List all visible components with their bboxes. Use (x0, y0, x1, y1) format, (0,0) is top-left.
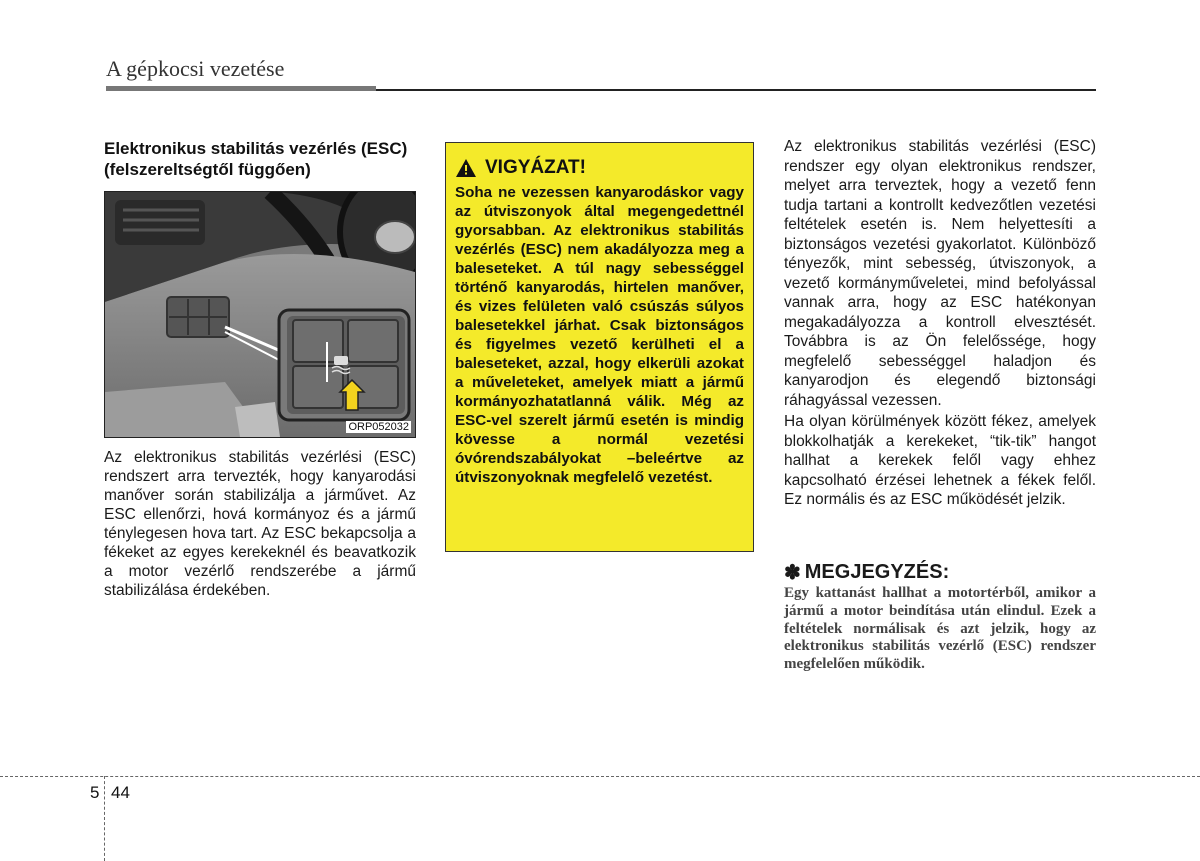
page-header-title: A gépkocsi vezetése (106, 56, 285, 81)
esc-button-figure (104, 191, 416, 438)
note-text: Egy kattanást hallhat a motortérből, amikor a jármű a motor beindítása után elindul. Ezek a feltételek normálisak és azt jelzik, hogy az elektronikus stabilitás vezérlő (ESC) rendszer megfelelően működik. (784, 585, 1096, 673)
esc-description-text: Az elektronikus stabilitás vezérlési (ESC) rendszert arra tervezték, hogy kanyarodási manőver során stabilizálja a járművet. Az ESC ellenőrzi, hová kormányoz és a jármű ténylegesen hova tart. Az ESC bekapcsolja a fékeket az egyes kerekeknél és beavatkozik a motor vezérlő rendszerébe a jármű stabilizálása érdekében. (104, 449, 416, 599)
header-rule (376, 89, 1096, 91)
header-rule-thick (106, 86, 376, 91)
section-title: Elektronikus stabilitás vezérlés (ESC) (felszereltségtől függően) (104, 139, 408, 179)
note-title: MEGJEGYZÉS: (804, 561, 950, 583)
note-heading (784, 560, 949, 585)
dashboard-illustration (105, 192, 415, 437)
chapter-number: 5 (90, 783, 100, 802)
figure-caption: ORP052032 (348, 421, 409, 433)
esc-explanation-paragraph: Az elektronikus stabilitás vezérlési (ESC) rendszer egy olyan elektronikus rendszer, melyet arra terveztek, hogy a vezető fenn tudja tartani a kontrollt kedvezőtlen vezetési feltételek esetén is. Nem helyettesíti a biztonságos vezetési gyakorlatot. Különböző tényezők, mint sebesség, útviszonyok, a vezető kormányműveletei, mind befolyással vannak arra, hogy az ESC hatékonyan megakadályozza a kontroll elvesztését. Továbbra is az Ön felelőssége, hogy megfelelő sebességgel haladjon és kanyarodjon és elegendő biztonsági ráhagyással vezessen. (784, 138, 1096, 409)
note-star-icon: ✽ (784, 562, 801, 584)
warning-title: VIGYÁZAT! (485, 157, 586, 178)
braking-note-paragraph: Ha olyan körülmények között fékez, amelyek blokkolhatják a kerekeket, “tik-tik” hangot hallhat a kerekek felől vagy ehhez kapcsolható érzései lehetnek a fékek felől. Ez normális és az ESC működését jelzik. (784, 413, 1096, 508)
warning-header (455, 157, 744, 179)
esc-explanation (784, 137, 1096, 512)
footer-divider (0, 776, 1200, 777)
warning-box (445, 142, 754, 552)
footer-vertical-divider (104, 776, 105, 861)
page-number: 44 (111, 783, 130, 802)
warning-triangle-icon (455, 158, 477, 178)
warning-text: Soha ne vezessen kanyarodáskor vagy az útviszonyok által megengedettnél gyorsabban. Az elektronikus stabilitás vezérlés (ESC) nem akadályozza meg a baleseteket. A túl nagy sebességgel történő kanyarodás, hirtelen manőver, és vizes felületen való csúszás súlyos balesetekkel járhat. Csak biztonságos és figyelmes vezető kerülheti el a baleseteket, azzal, hogy elkerüli azokat a műveleteket, amelyek miatt a jármű kormányozhatatlanná válik. Még az ESC-vel szerelt jármű esetén is mindig kövesse a normál vezetési óvórendszabályokat –beleértve az útviszonyoknak megfelelő vezetést. (455, 184, 744, 486)
